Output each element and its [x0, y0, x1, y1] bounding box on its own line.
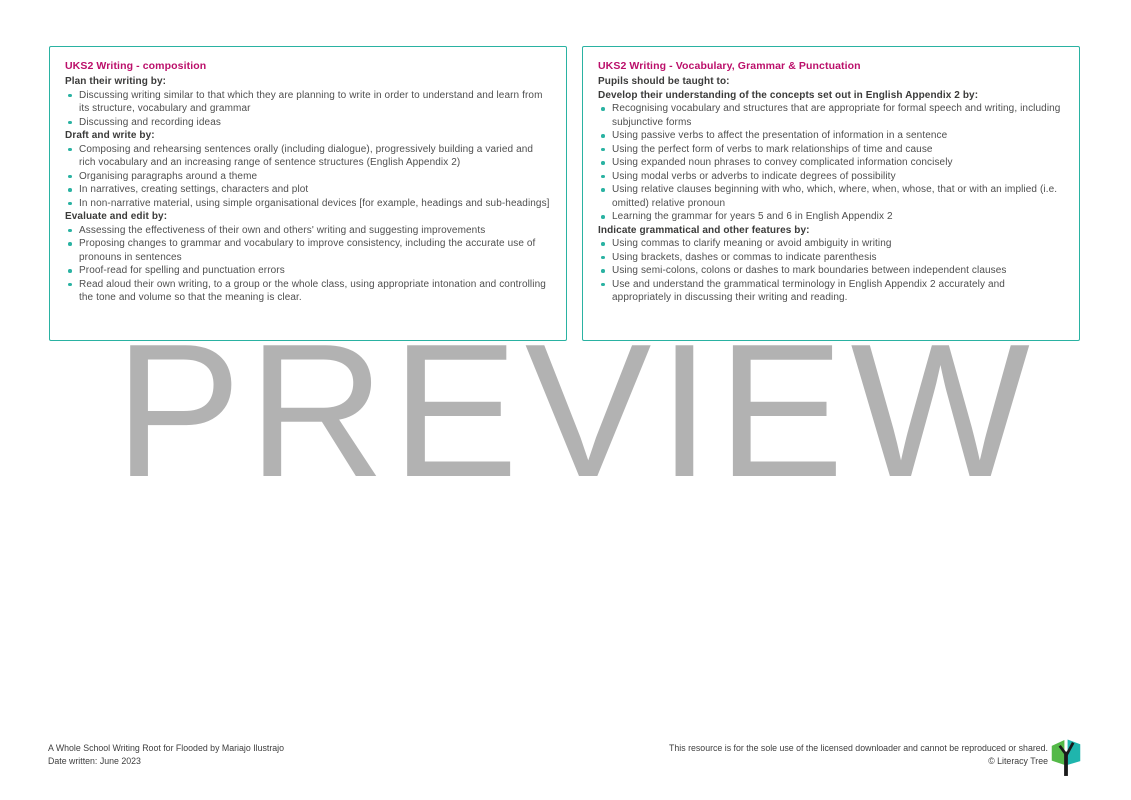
section-heading: Draft and write by:	[65, 130, 155, 141]
list-item: Learning the grammar for years 5 and 6 in English Appendix 2	[598, 210, 1065, 224]
preview-watermark: PREVIEW	[114, 305, 1037, 517]
list-item: Composing and rehearsing sentences orally (including dialogue), progressively building a varied and rich vocabulary and an increasing range of sentence structures (English Appendix 2)	[65, 143, 552, 170]
footer-right	[669, 742, 1048, 768]
list-item: Recognising vocabulary and structures that are appropriate for formal speech and writing, including subjunctive forms	[598, 102, 1065, 129]
list-item: Use and understand the grammatical terminology in English Appendix 2 accurately and appropriately in discussing their writing and reading.	[598, 278, 1065, 305]
license-text: This resource is for the sole use of the licensed downloader and cannot be reproduced or shared.	[669, 743, 1048, 753]
list-item: In non-narrative material, using simple organisational devices [for example, headings and sub-headings]	[65, 197, 552, 211]
section-heading: Pupils should be taught to:	[598, 76, 730, 87]
list-item: Discussing and recording ideas	[65, 116, 552, 130]
card-title: UKS2 Writing - composition	[65, 60, 207, 72]
date-written: Date written: June 2023	[48, 756, 141, 766]
section-heading: Indicate grammatical and other features by:	[598, 224, 810, 236]
footer	[0, 738, 1131, 800]
list-item: Assessing the effectiveness of their own and others' writing and suggesting improvements	[65, 224, 552, 238]
list-item: Organising paragraphs around a theme	[65, 170, 552, 184]
section-heading: Evaluate and edit by:	[65, 211, 168, 222]
bullet-list	[65, 143, 552, 211]
list-item: Using modal verbs or adverbs to indicate degrees of possibility	[598, 170, 1065, 184]
list-item: Using expanded noun phrases to convey complicated information concisely	[598, 156, 1065, 170]
card-body	[65, 75, 552, 305]
copyright-text: © Literacy Tree	[988, 756, 1048, 766]
list-item: Proof-read for spelling and punctuation errors	[65, 264, 552, 278]
list-item: Read aloud their own writing, to a group or the whole class, using appropriate intonation and controlling the tone and volume so that the meaning is clear.	[65, 278, 552, 305]
bullet-list	[598, 102, 1065, 224]
list-item: Using commas to clarify meaning or avoid ambiguity in writing	[598, 237, 1065, 251]
list-item: Using semi-colons, colons or dashes to mark boundaries between independent clauses	[598, 264, 1065, 278]
bullet-list	[598, 237, 1065, 305]
literacy-tree-logo-icon	[1050, 739, 1082, 777]
card-body	[598, 75, 1065, 305]
card-title: UKS2 Writing - Vocabulary, Grammar & Punctuation	[598, 60, 861, 72]
card-vocabulary-grammar-punctuation	[582, 46, 1080, 341]
list-item: Using relative clauses beginning with who, which, where, when, whose, that or with an implied (i.e. omitted) relative pronoun	[598, 183, 1065, 210]
card-writing-composition	[49, 46, 567, 341]
list-item: Using brackets, dashes or commas to indicate parenthesis	[598, 251, 1065, 265]
bullet-list	[65, 89, 552, 130]
bullet-list	[65, 224, 552, 305]
footer-left	[48, 742, 284, 768]
list-item: Using passive verbs to affect the presentation of information in a sentence	[598, 129, 1065, 143]
resource-title: A Whole School Writing Root for Flooded by Mariajo Ilustrajo	[48, 743, 284, 753]
section-heading: Plan their writing by:	[65, 76, 167, 87]
section-heading: Develop their understanding of the concepts set out in English Appendix 2 by:	[598, 89, 979, 101]
list-item: Using the perfect form of verbs to mark relationships of time and cause	[598, 143, 1065, 157]
list-item: Discussing writing similar to that which they are planning to write in order to understand and learn from its structure, vocabulary and grammar	[65, 89, 552, 116]
list-item: Proposing changes to grammar and vocabulary to improve consistency, including the accurate use of pronouns in sentences	[65, 237, 552, 264]
list-item: In narratives, creating settings, characters and plot	[65, 183, 552, 197]
